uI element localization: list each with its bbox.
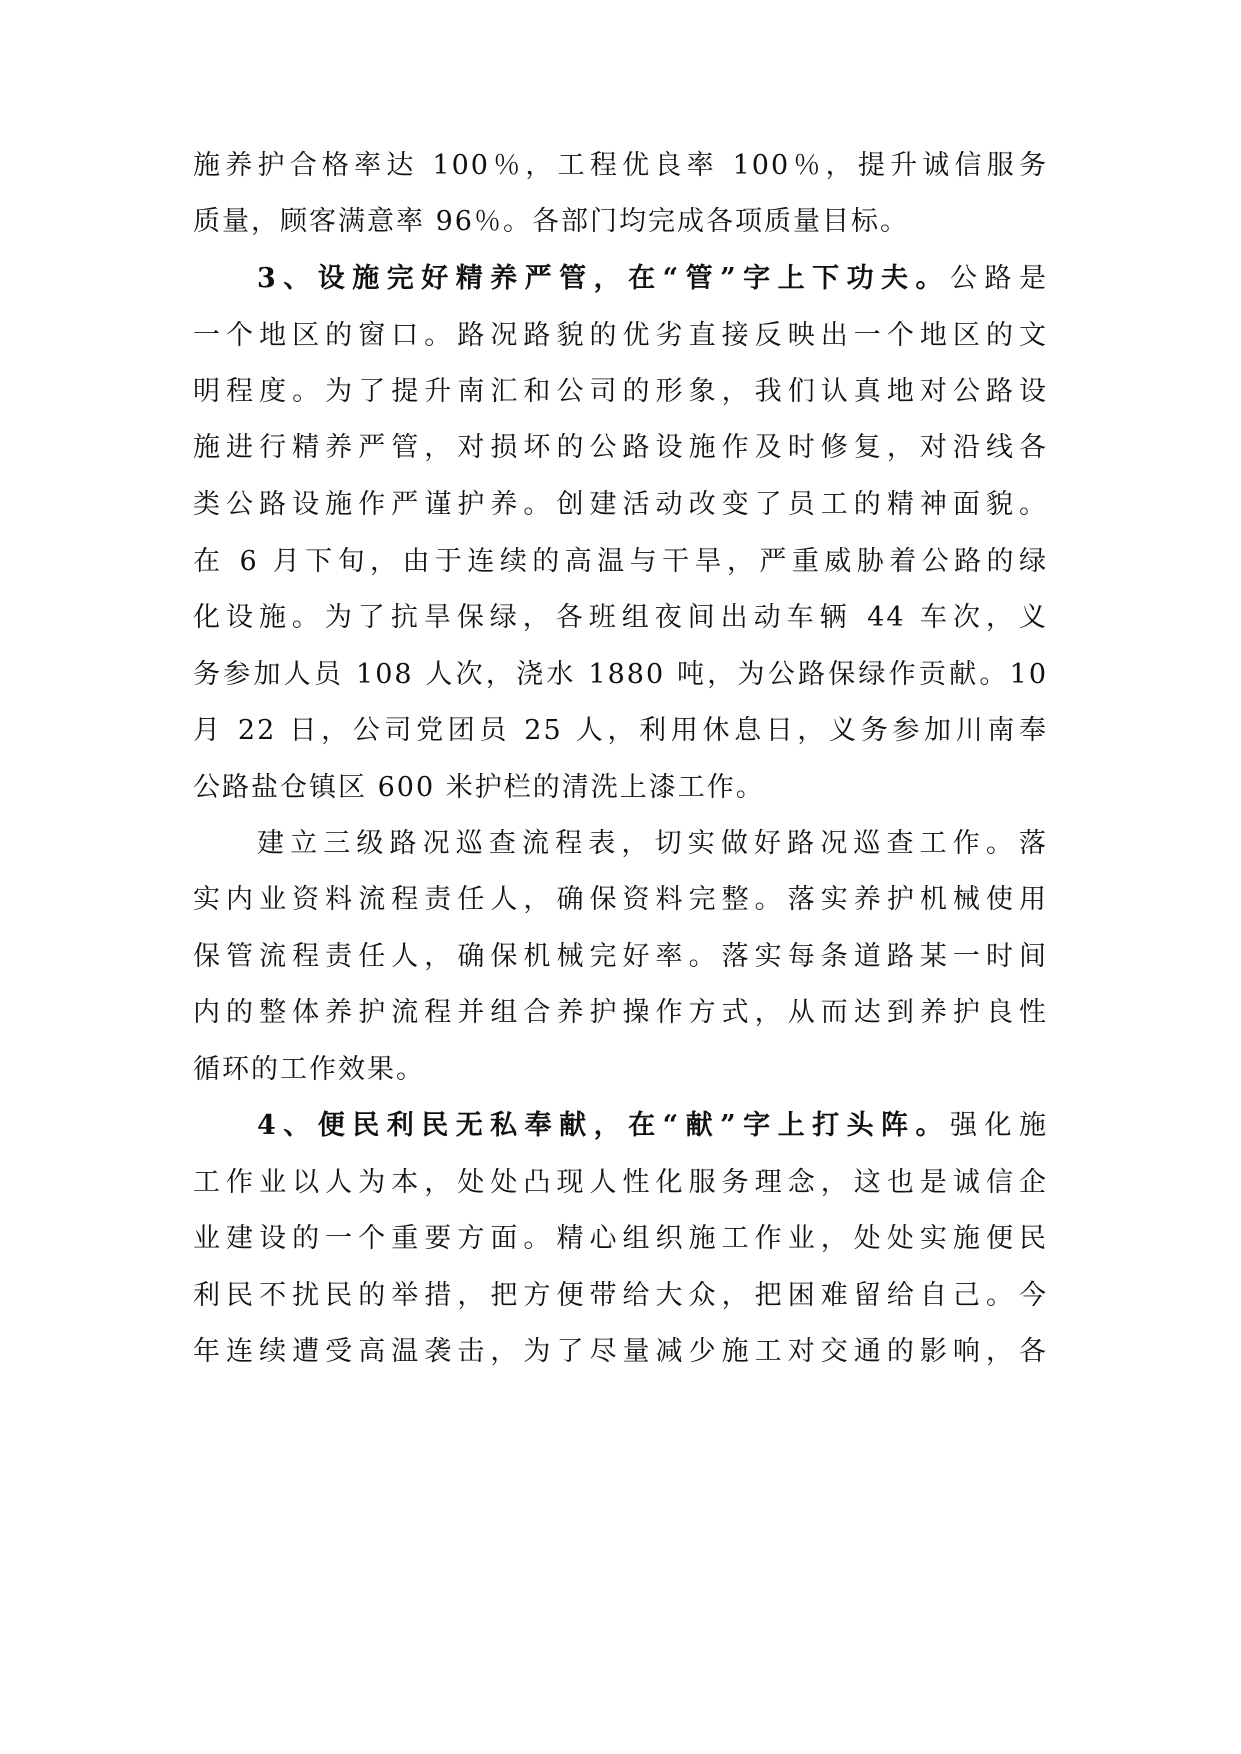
section-heading: 3、设施完好精养严管，在“管”字上下功夫。 [257, 263, 951, 294]
text-run: 强化施 [950, 1110, 1048, 1141]
text-line: 年连续遭受高温袭击，为了尽量减少施工对交通的影响，各 [193, 1336, 1048, 1367]
text-line: 质量，顾客满意率 96％。各部门均完成各项质量目标。 [193, 206, 909, 237]
text-line: 施养护合格率达 100％，工程优良率 100％，提升诚信服务 [193, 150, 1048, 181]
section-heading-line [257, 1106, 1048, 1146]
text-line: 化设施。为了抗旱保绿，各班组夜间出动车辆 44 车次，义 [193, 602, 1048, 633]
text-line: 务参加人员 108 人次，浇水 1880 吨，为公路保绿作贡献。10 [193, 659, 1048, 690]
text-line: 公路盐仓镇区 600 米护栏的清洗上漆工作。 [193, 772, 765, 803]
text-line: 内的整体养护流程并组合养护操作方式，从而达到养护良性 [193, 997, 1048, 1028]
text-line: 明程度。为了提升南汇和公司的形象，我们认真地对公路设 [193, 376, 1048, 407]
section-heading: 4、便民利民无私奉献，在“献”字上打头阵。 [257, 1110, 951, 1141]
text-run: 公路是 [950, 263, 1048, 294]
text-line: 在 6 月下旬，由于连续的高温与干旱，严重威胁着公路的绿 [193, 546, 1048, 577]
text-line: 循环的工作效果。 [193, 1054, 425, 1085]
text-line: 业建设的一个重要方面。精心组织施工作业，处处实施便民 [193, 1223, 1048, 1254]
text-line: 工作业以人为本，处处凸现人性化服务理念，这也是诚信企 [193, 1167, 1048, 1198]
text-line: 实内业资料流程责任人，确保资料完整。落实养护机械使用 [193, 884, 1048, 915]
text-line: 建立三级路况巡查流程表，切实做好路况巡查工作。落 [257, 828, 1048, 859]
text-line: 类公路设施作严谨护养。创建活动改变了员工的精神面貌。 [193, 489, 1048, 520]
text-line: 一个地区的窗口。路况路貌的优劣直接反映出一个地区的文 [193, 320, 1048, 351]
text-line: 月 22 日，公司党团员 25 人，利用休息日，义务参加川南奉 [193, 715, 1048, 746]
text-line: 利民不扰民的举措，把方便带给大众，把困难留给自己。今 [193, 1280, 1048, 1311]
text-line: 施进行精养严管，对损坏的公路设施作及时修复，对沿线各 [193, 432, 1048, 463]
text-line: 保管流程责任人，确保机械完好率。落实每条道路某一时间 [193, 941, 1048, 972]
section-heading-line [257, 259, 1048, 299]
